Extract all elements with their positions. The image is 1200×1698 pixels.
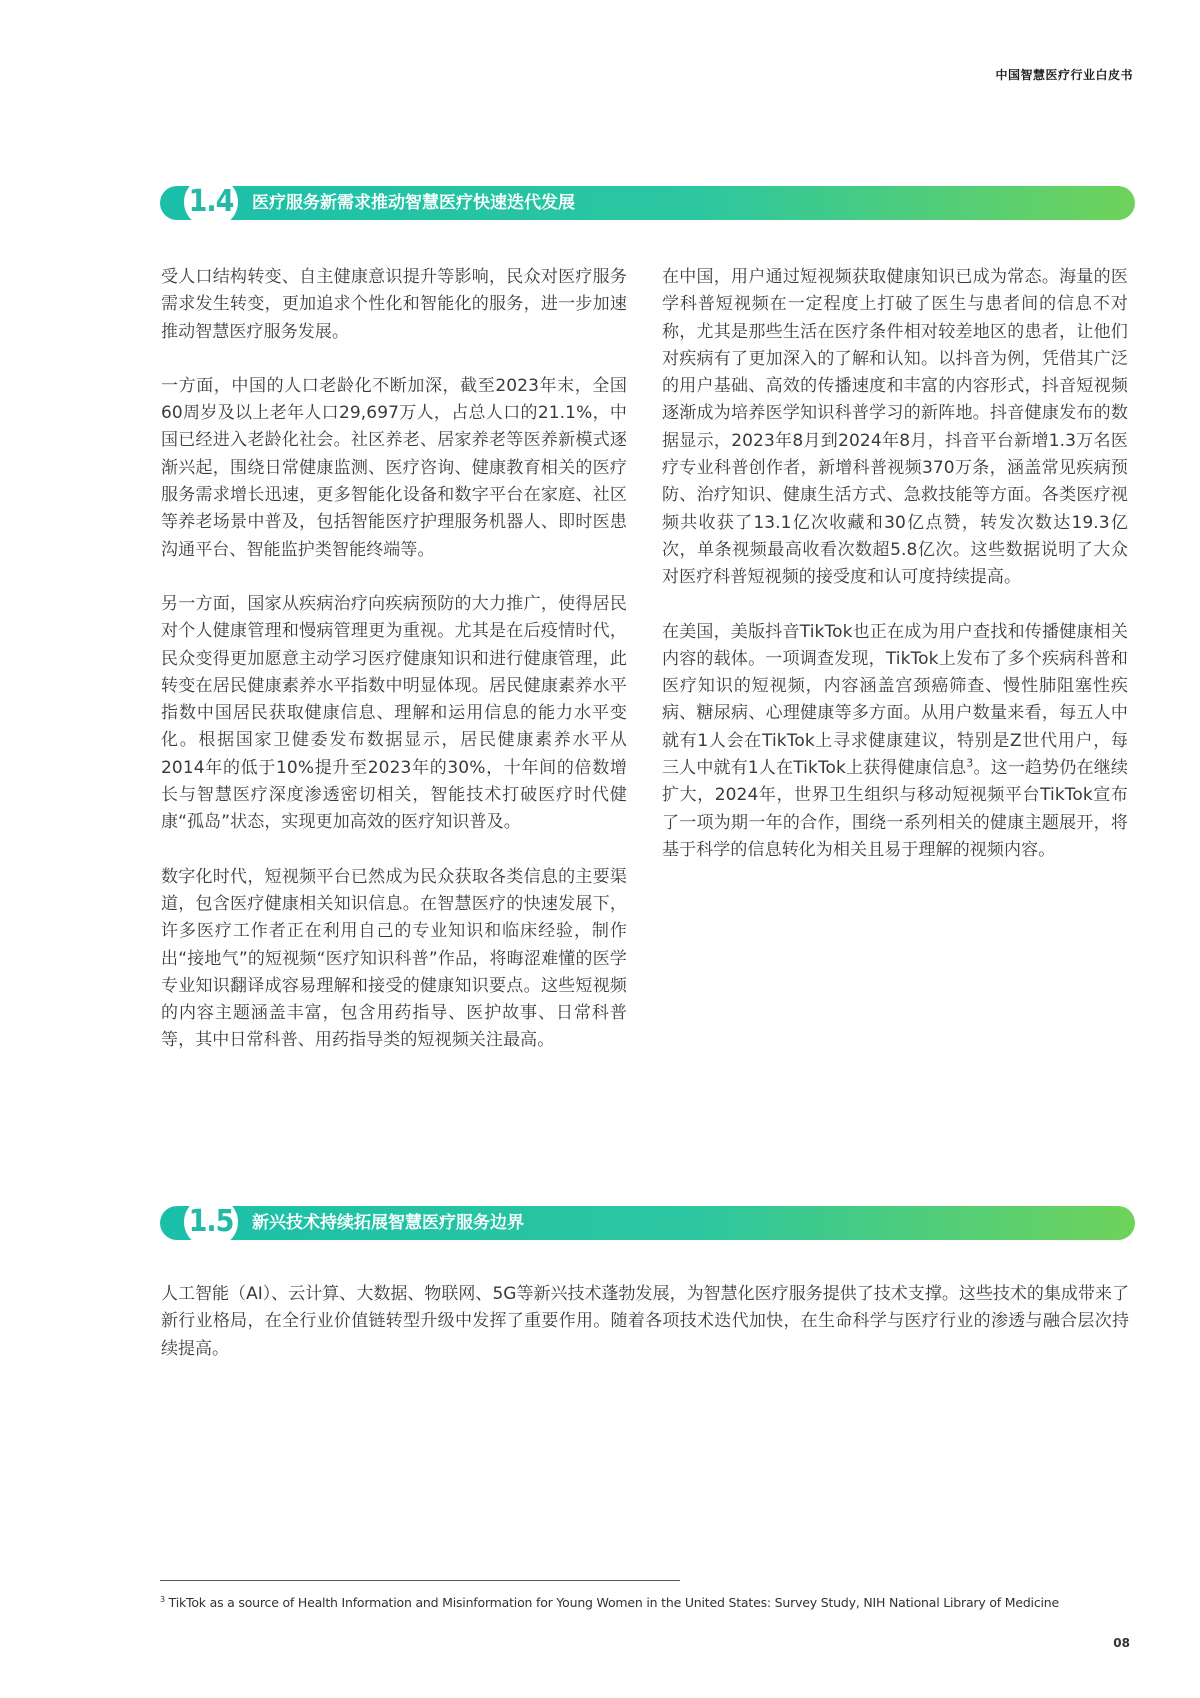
footnote-divider — [160, 1580, 680, 1581]
paragraph-text: 在美国，美版抖音TikTok也正在成为用户查找和传播健康相关内容的载体。一项调查发现，TikTok上发布了多个疾病科普和医疗知识的短视频，内容涵盖宫颈癌筛查、慢性肺阻塞性疾病、糖尿病、心理健康等多方面。从用户数量来看，每五人中就有1人会在TikTok上寻求健康建议，特别是Z世代用户，每三人中就有1人在TikTok上获得健康信息 — [662, 621, 1128, 779]
paragraph: 人工智能（AI）、云计算、大数据、物联网、5G等新兴技术蓬勃发展，为智慧化医疗服务提供了技术支撑。这些技术的集成带来了新行业格局，在全行业价值链转型升级中发挥了重要作用。随着各项技术迭代加快，在生命科学与医疗行业的渗透与融合层次持续提高。 — [161, 1284, 1129, 1359]
footnote-text: TikTok as a source of Health Information and Misinformation for Young Women in the United States: Survey Study, NIH National Library of Medicine — [168, 1595, 1059, 1611]
footnote-reference: 3 — [966, 756, 974, 770]
section-title: 医疗服务新需求推动智慧医疗快速迭代发展 — [252, 193, 575, 213]
left-column — [161, 264, 627, 1082]
section-title: 新兴技术持续拓展智慧医疗服务边界 — [252, 1213, 524, 1233]
section-banner-1-4 — [160, 186, 1135, 220]
paragraph-text: 。这一趋势仍在继续扩大，2024年，世界卫生组织与移动短视频平台TikTok宣布了一项为期一年的合作，围绕一系列相关的健康主题展开，将基于科学的信息转化为相关且易于理解的视频内容。 — [662, 758, 1128, 860]
paragraph: 在中国，用户通过短视频获取健康知识已成为常态。海量的医学科普短视频在一定程度上打破了医生与患者间的信息不对称，尤其是那些生活在医疗条件相对较差地区的患者，让他们对疾病有了更加深入的了解和认知。以抖音为例，凭借其广泛的用户基础、高效的传播速度和丰富的内容形式，抖音短视频逐渐成为培养医学知识科普学习的新阵地。抖音健康发布的数据显示，2023年8月到2024年8月，抖音平台新增1.3万名医疗专业科普创作者，新增科普视频370万条，涵盖常见疾病预防、治疗知识、健康生活方式、急救技能等方面。各类医疗视频共收获了13.1亿次收藏和30亿点赞，转发次数达19.3亿次，单条视频最高收看次数超5.8亿次。这些数据说明了大众对医疗科普短视频的接受度和认可度持续提高。 — [662, 267, 1128, 588]
paragraph: 一方面，中国的人口老龄化不断加深，截至2023年末，全国60周岁及以上老年人口29,697万人，占总人口的21.1%，中国已经进入老龄化社会。社区养老、居家养老等医养新模式逐渐兴起，围绕日常健康监测、医疗咨询、健康教育相关的医疗服务需求增长迅速，更多智能化设备和数字平台在家庭、社区等养老场景中普及，包括智能医疗护理服务机器人、即时医患沟通平台、智能监护类智能终端等。 — [161, 375, 627, 560]
footnote-mark: 3 — [160, 1595, 165, 1604]
section-number-badge: 1.5 — [184, 1197, 238, 1247]
paragraph: 数字化时代，短视频平台已然成为民众获取各类信息的主要渠道，包含医疗健康相关知识信息。在智慧医疗的快速发展下，许多医疗工作者正在利用自己的专业知识和临床经验，制作出“接地气”的短视频“医疗知识科普”作品，将晦涩难懂的医学专业知识翻译成容易理解和接受的健康知识要点。这些短视频的内容主题涵盖丰富，包含用药指导、医护故事、日常科普等，其中日常科普、用药指导类的短视频关注最高。 — [161, 866, 627, 1051]
document-header-title: 中国智慧医疗行业白皮书 — [995, 68, 1133, 82]
paragraph: 受人口结构转变、自主健康意识提升等影响，民众对医疗服务需求发生转变，更加追求个性化和智能化的服务，进一步加速推动智慧医疗服务发展。 — [161, 267, 627, 342]
paragraph — [662, 619, 1128, 865]
section-number-badge: 1.4 — [184, 177, 238, 227]
right-column — [662, 264, 1128, 891]
section-banner-1-5 — [160, 1206, 1135, 1240]
footnote — [160, 1595, 1140, 1610]
page-number: 08 — [1113, 1636, 1130, 1650]
section-1-5-body — [161, 1281, 1129, 1363]
paragraph: 另一方面，国家从疾病治疗向疾病预防的大力推广，使得居民对个人健康管理和慢病管理更为重视。尤其是在后疫情时代，民众变得更加愿意主动学习医疗健康知识和进行健康管理，此转变在居民健康素养水平指数中明显体现。居民健康素养水平指数中国居民获取健康信息、理解和运用信息的能力水平变化。根据国家卫健委发布数据显示，居民健康素养水平从2014年的低于10%提升至2023年的30%，十年间的倍数增长与智慧医疗深度渗透密切相关，智能技术打破医疗时代健康“孤岛”状态，实现更加高效的医疗知识普及。 — [161, 593, 627, 833]
